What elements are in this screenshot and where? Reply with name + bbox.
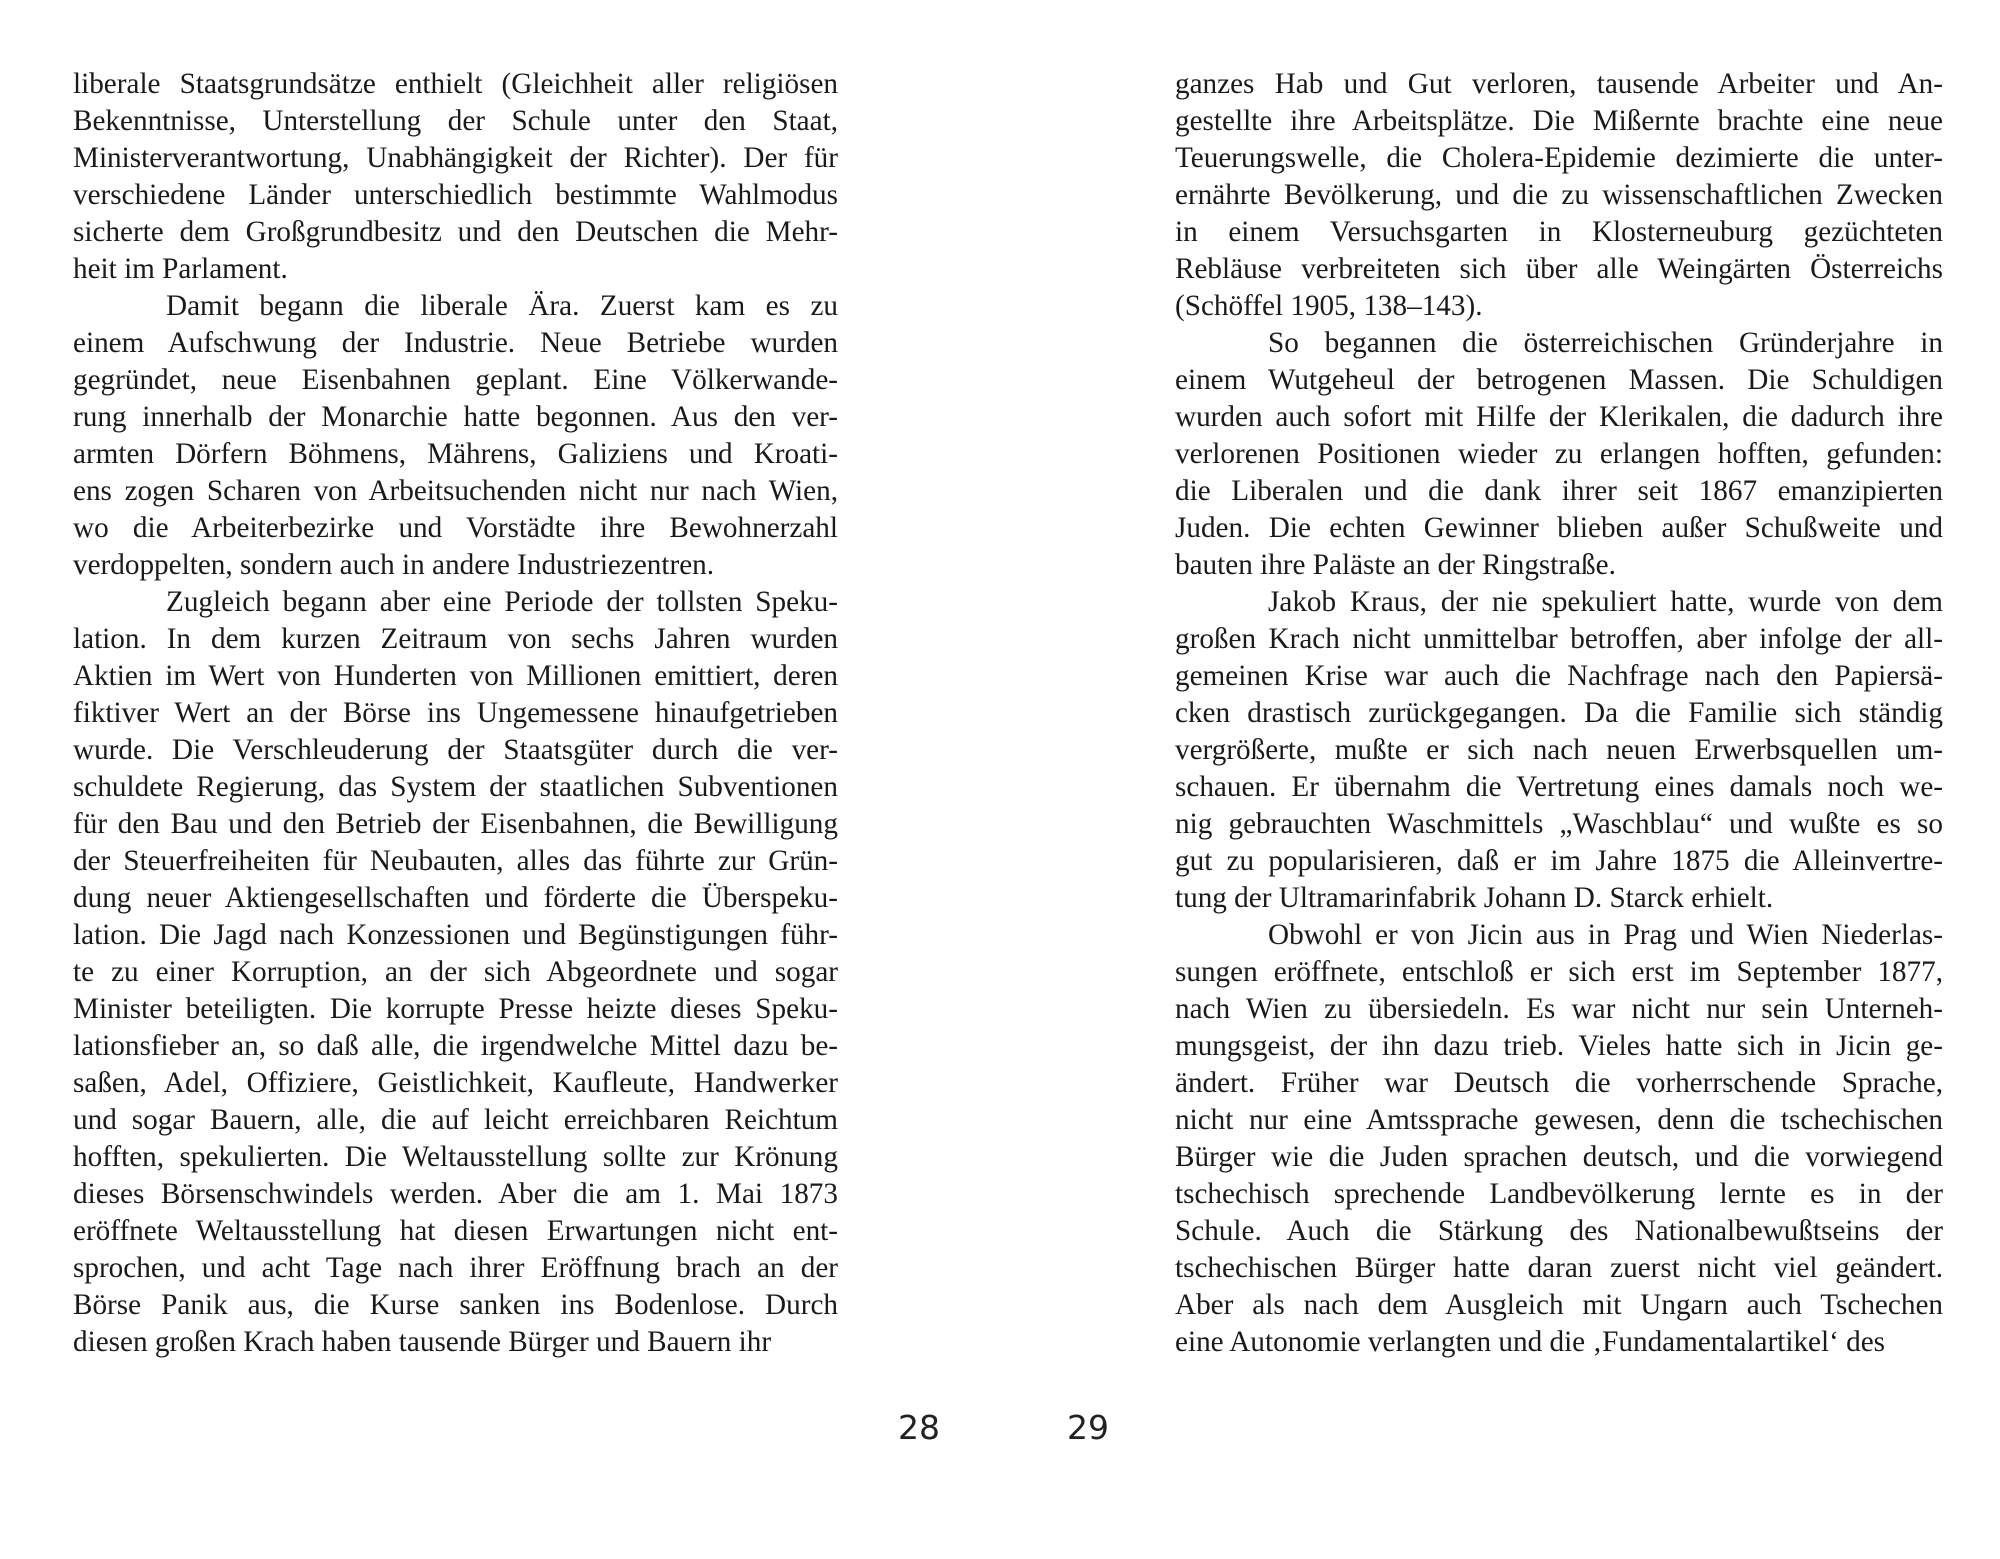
right-page-text	[1175, 66, 1943, 1361]
paragraph	[73, 288, 838, 584]
text-line: nach Wien zu übersiedeln. Es war nicht nur sein Unterneh-	[1175, 993, 1943, 1025]
text-line: tung der Ultramarinfabrik Johann D. Starck erhielt.	[1175, 882, 1774, 914]
text-line: saßen, Adel, Offiziere, Geistlichkeit, Kaufleute, Handwerker	[73, 1067, 838, 1099]
text-line: Juden. Die echten Gewinner blieben außer Schußweite und	[1175, 512, 1943, 544]
text-line: sungen eröffnete, entschloß er sich erst im September 1877,	[1175, 956, 1943, 988]
text-line: eine Autonomie verlangten und die ‚Fundamentalartikel‘ des	[1175, 1326, 1886, 1358]
text-line: So begannen die österreichischen Gründerjahre in	[1268, 327, 1943, 359]
text-line: armten Dörfern Böhmens, Mährens, Galiziens und Kroati-	[73, 438, 838, 470]
text-line: Jakob Kraus, der nie spekuliert hatte, wurde von dem	[1268, 586, 1943, 618]
text-line: Damit begann die liberale Ära. Zuerst kam es zu	[166, 290, 838, 322]
text-line: liberale Staatsgrundsätze enthielt (Gleichheit aller religiösen	[73, 68, 838, 100]
text-line: (Schöffel 1905, 138–143).	[1175, 290, 1483, 322]
text-line: Ministerverantwortung, Unabhängigkeit der Richter). Der für	[73, 142, 838, 174]
text-line: einem Aufschwung der Industrie. Neue Betriebe wurden	[73, 327, 838, 359]
text-line: mungsgeist, der ihn dazu trieb. Vieles hatte sich in Jicin ge-	[1175, 1030, 1943, 1062]
text-line: verdoppelten, sondern auch in andere Industriezentren.	[73, 549, 715, 581]
text-line: wurde. Die Verschleuderung der Staatsgüter durch die ver-	[73, 734, 838, 766]
text-line: hofften, spekulierten. Die Weltausstellung sollte zur Krönung	[73, 1141, 838, 1173]
text-line: lation. Die Jagd nach Konzessionen und Begünstigungen führ-	[73, 919, 838, 951]
text-line: nicht nur eine Amtssprache gewesen, denn die tschechischen	[1175, 1104, 1943, 1136]
text-line: dung neuer Aktiengesellschaften und förderte die Überspeku-	[73, 882, 838, 914]
text-line: cken drastisch zurückgegangen. Da die Familie sich ständig	[1175, 697, 1943, 729]
text-line: lation. In dem kurzen Zeitraum von sechs Jahren wurden	[73, 623, 838, 655]
text-line: der Steuerfreiheiten für Neubauten, alles das führte zur Grün-	[73, 845, 838, 877]
text-line: wo die Arbeiterbezirke und Vorstädte ihre Bewohnerzahl	[73, 512, 838, 544]
text-line: Aber als nach dem Ausgleich mit Ungarn auch Tschechen	[1175, 1289, 1943, 1321]
text-line: in einem Versuchsgarten in Klosterneuburg gezüchteten	[1175, 216, 1943, 248]
left-page-text	[73, 66, 838, 1361]
text-line: rung innerhalb der Monarchie hatte begonnen. Aus den ver-	[73, 401, 838, 433]
text-line: gegründet, neue Eisenbahnen geplant. Eine Völkerwande-	[73, 364, 838, 396]
text-line: und sogar Bauern, alle, die auf leicht erreichbaren Reichtum	[73, 1104, 838, 1136]
text-line: Börse Panik aus, die Kurse sanken ins Bodenlose. Durch	[73, 1289, 838, 1321]
paragraph	[1175, 584, 1943, 917]
text-line: Aktien im Wert von Hunderten von Millionen emittiert, deren	[73, 660, 838, 692]
text-line: die Liberalen und die dank ihrer seit 1867 emanzipierten	[1175, 475, 1943, 507]
text-line: verlorenen Positionen wieder zu erlangen hofften, gefunden:	[1175, 438, 1943, 470]
text-line: gestellte ihre Arbeitsplätze. Die Mißernte brachte eine neue	[1175, 105, 1943, 137]
text-line: te zu einer Korruption, an der sich Abgeordnete und sogar	[73, 956, 838, 988]
text-line: Bekenntnisse, Unterstellung der Schule unter den Staat,	[73, 105, 838, 137]
page-number-right: 29	[1067, 1408, 1109, 1447]
text-line: wurden auch sofort mit Hilfe der Klerikalen, die dadurch ihre	[1175, 401, 1943, 433]
text-line: sicherte dem Großgrundbesitz und den Deutschen die Mehr-	[73, 216, 838, 248]
text-line: gut zu popularisieren, daß er im Jahre 1875 die Alleinvertre-	[1175, 845, 1943, 877]
page-number-left: 28	[898, 1408, 940, 1447]
text-line: Obwohl er von Jicin aus in Prag und Wien Niederlas-	[1268, 919, 1943, 951]
paragraph	[73, 584, 838, 1361]
paragraph	[73, 66, 838, 288]
text-line: verschiedene Länder unterschiedlich bestimmte Wahlmodus	[73, 179, 838, 211]
text-line: für den Bau und den Betrieb der Eisenbahnen, die Bewilligung	[73, 808, 838, 840]
text-line: schuldete Regierung, das System der staatlichen Subventionen	[73, 771, 838, 803]
text-line: ändert. Früher war Deutsch die vorherrschende Sprache,	[1175, 1067, 1943, 1099]
paragraph	[1175, 917, 1943, 1361]
text-line: eröffnete Weltausstellung hat diesen Erwartungen nicht ent-	[73, 1215, 838, 1247]
text-line: heit im Parlament.	[73, 253, 288, 285]
text-line: diesen großen Krach haben tausende Bürger und Bauern ihr	[73, 1326, 772, 1358]
text-line: Rebläuse verbreiteten sich über alle Weingärten Österreichs	[1175, 253, 1943, 285]
text-line: tschechischen Bürger hatte daran zuerst nicht viel geändert.	[1175, 1252, 1943, 1284]
paragraph	[1175, 325, 1943, 584]
text-line: Teuerungswelle, die Cholera-Epidemie dezimierte die unter-	[1175, 142, 1943, 174]
text-line: ens zogen Scharen von Arbeitsuchenden nicht nur nach Wien,	[73, 475, 838, 507]
text-line: gemeinen Krise war auch die Nachfrage nach den Papiersä-	[1175, 660, 1943, 692]
text-line: lationsfieber an, so daß alle, die irgendwelche Mittel dazu be-	[73, 1030, 838, 1062]
text-line: einem Wutgeheul der betrogenen Massen. Die Schuldigen	[1175, 364, 1943, 396]
text-line: Zugleich begann aber eine Periode der tollsten Speku-	[166, 586, 838, 618]
text-line: schauen. Er übernahm die Vertretung eines damals noch we-	[1175, 771, 1943, 803]
text-line: sprochen, und acht Tage nach ihrer Eröffnung brach an der	[73, 1252, 838, 1284]
text-line: Minister beteiligten. Die korrupte Presse heizte dieses Speku-	[73, 993, 838, 1025]
text-line: bauten ihre Paläste an der Ringstraße.	[1175, 549, 1616, 581]
text-line: ernährte Bevölkerung, und die zu wissenschaftlichen Zwecken	[1175, 179, 1943, 211]
text-line: vergrößerte, mußte er sich nach neuen Erwerbsquellen um-	[1175, 734, 1943, 766]
text-line: ganzes Hab und Gut verloren, tausende Arbeiter und An-	[1175, 68, 1943, 100]
text-line: Bürger wie die Juden sprachen deutsch, und die vorwiegend	[1175, 1141, 1943, 1173]
text-line: dieses Börsenschwindels werden. Aber die am 1. Mai 1873	[73, 1178, 838, 1210]
text-line: tschechisch sprechende Landbevölkerung lernte es in der	[1175, 1178, 1943, 1210]
text-line: großen Krach nicht unmittelbar betroffen, aber infolge der all-	[1175, 623, 1943, 655]
text-line: fiktiver Wert an der Börse ins Ungemessene hinaufgetrieben	[73, 697, 838, 729]
paragraph	[1175, 66, 1943, 325]
text-line: Schule. Auch die Stärkung des Nationalbewußtseins der	[1175, 1215, 1943, 1247]
text-line: nig gebrauchten Waschmittels „Waschblau“ und wußte es so	[1175, 808, 1943, 840]
